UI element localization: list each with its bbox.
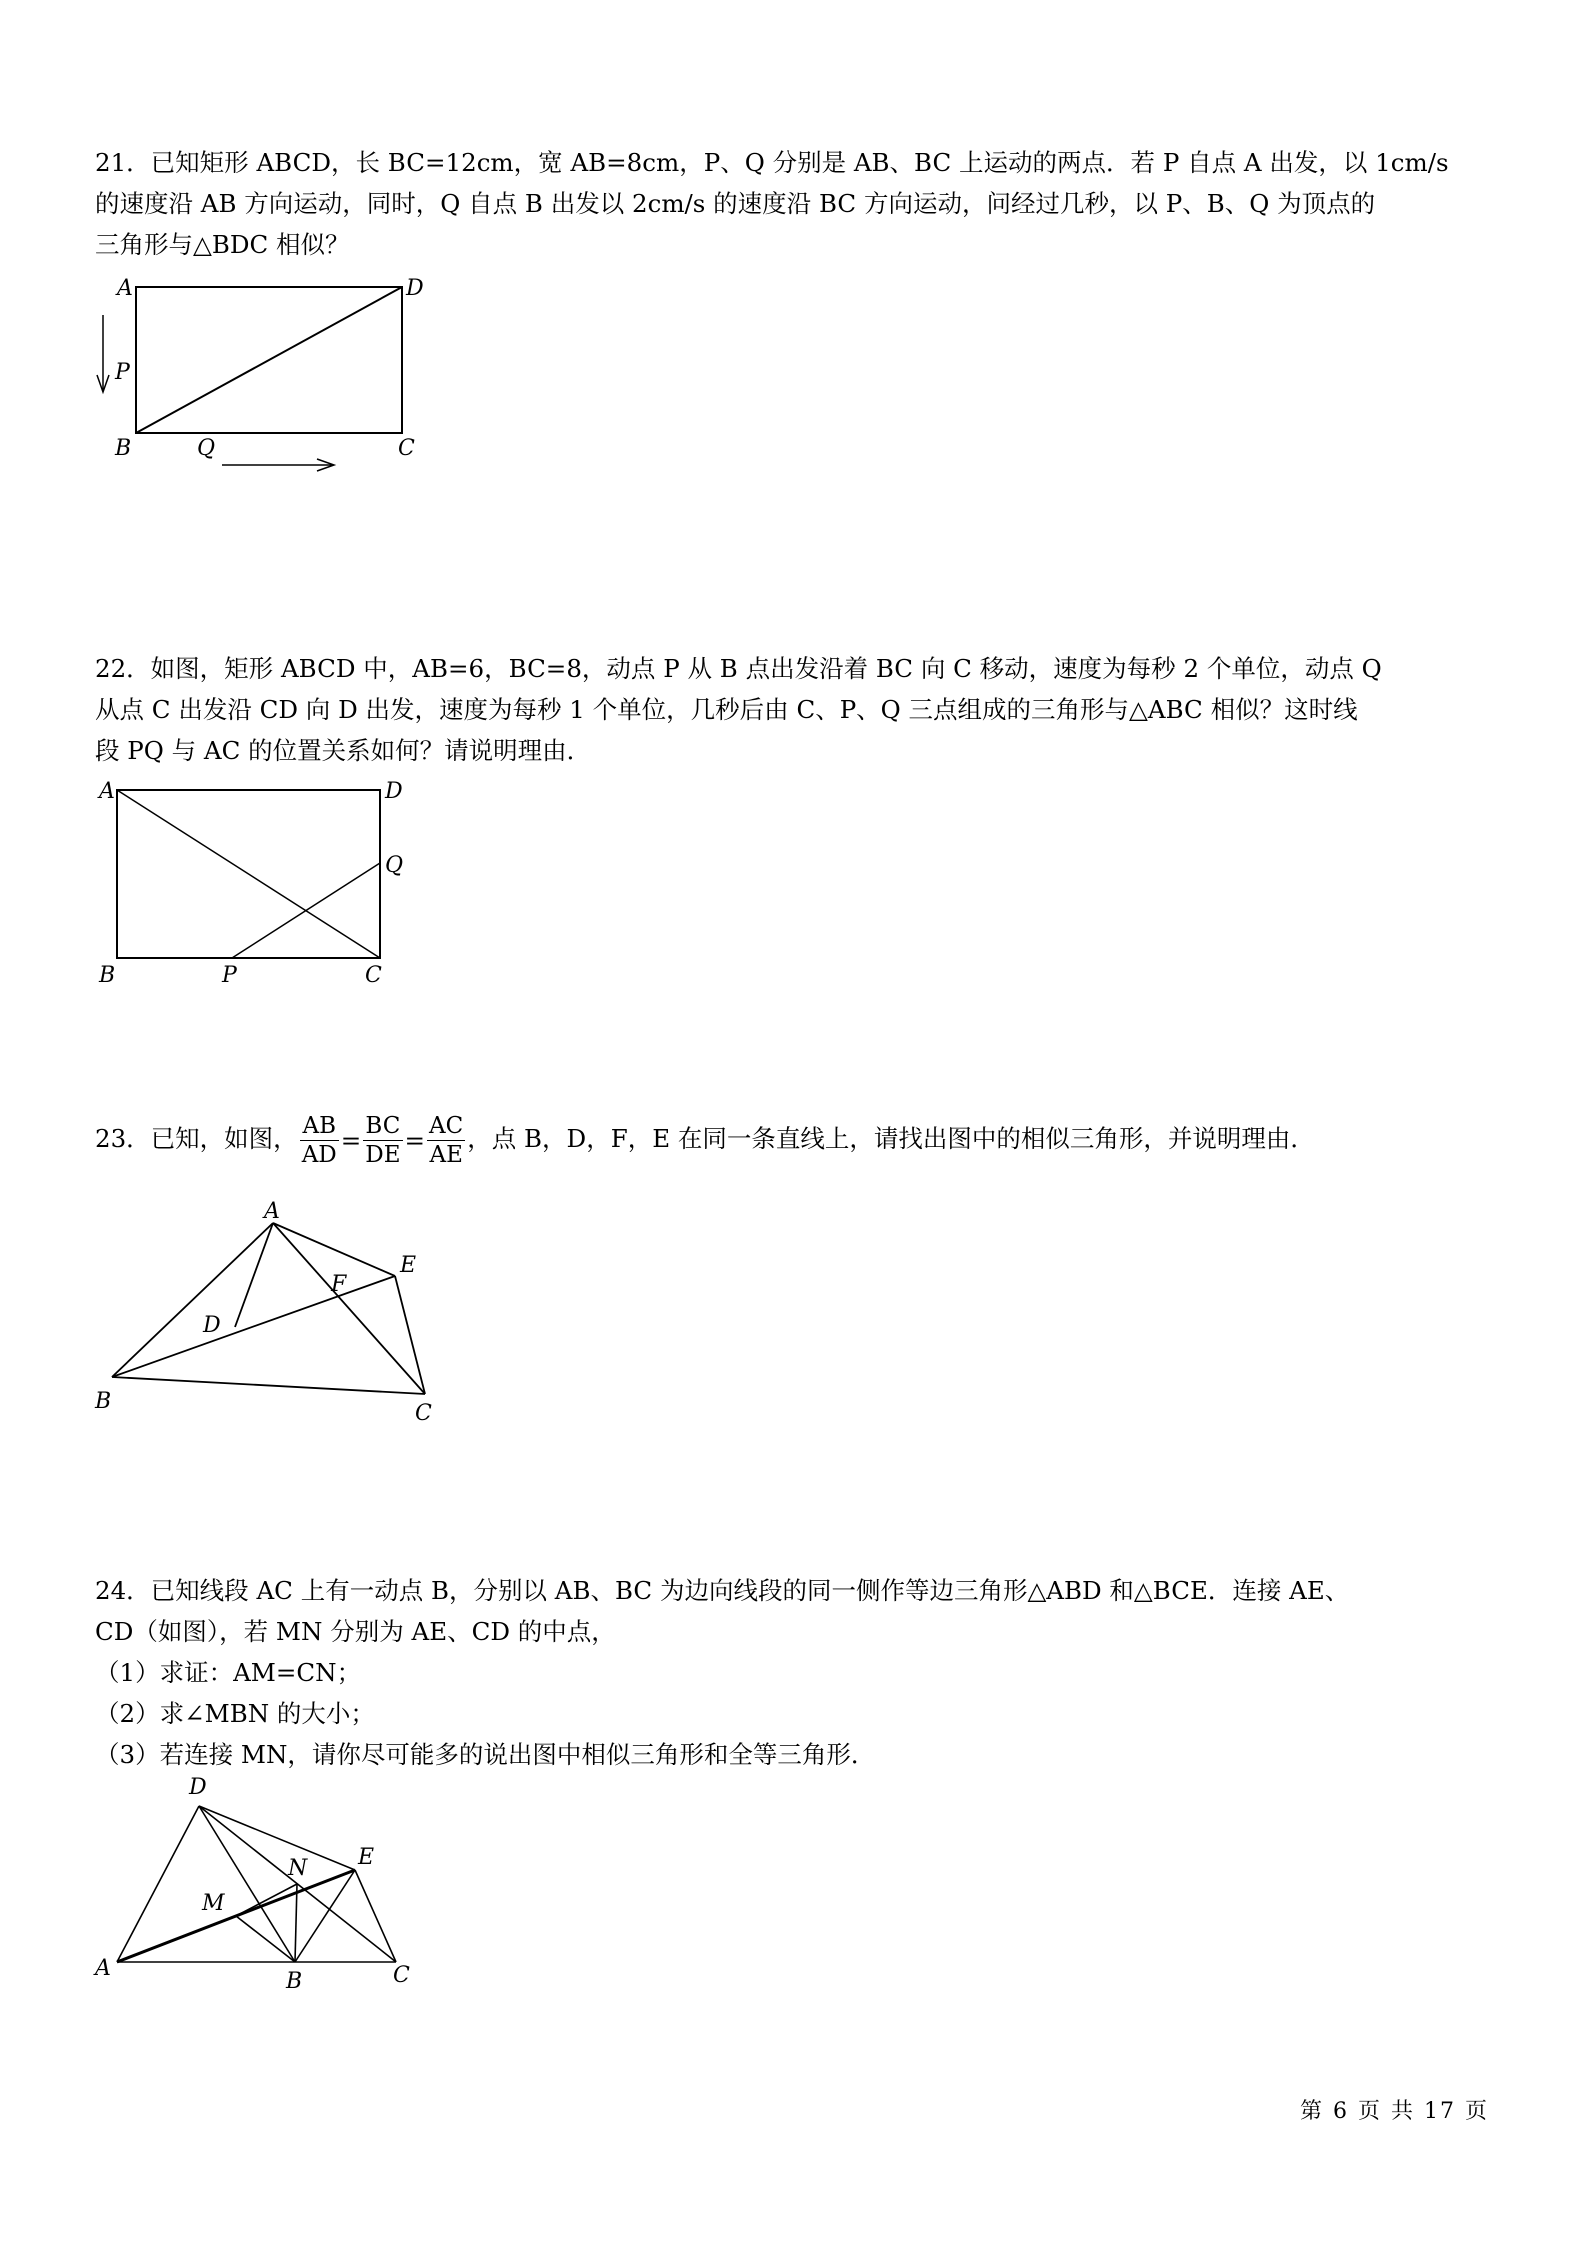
segment-bm <box>236 1916 295 1962</box>
problem-21-line-3: 三角形与△BDC 相似？ <box>95 230 350 259</box>
fraction-bc-de <box>363 1112 402 1169</box>
segment-ab <box>112 1223 273 1377</box>
label-d: D <box>203 1313 221 1338</box>
problem-23 <box>95 1112 1510 1169</box>
fraction-ab-ad <box>300 1112 339 1169</box>
label-b: B <box>99 963 116 988</box>
fraction-numerator: AB <box>300 1112 339 1141</box>
label-d: D <box>406 276 424 301</box>
label-d: D <box>385 779 403 804</box>
figure-22 <box>85 772 445 992</box>
problem-22-line-1: 22．如图，矩形 ABCD 中，AB=6，BC=8，动点 P 从 B 点出发沿着 BC 向 C 移动，速度为每秒 2 个单位，动点 Q <box>95 654 1382 683</box>
equals-sign: = <box>404 1126 426 1155</box>
diagonal-ac <box>117 790 380 958</box>
problem-24-line-5: （3）若连接 MN，请你尽可能多的说出图中相似三角形和全等三角形． <box>95 1740 876 1769</box>
problem-24-line-3: （1）求证：AM=CN； <box>95 1658 362 1687</box>
fraction-numerator: BC <box>363 1112 402 1141</box>
label-a: A <box>117 276 133 301</box>
label-b: B <box>286 1969 303 1994</box>
fraction-numerator: AC <box>429 1113 464 1139</box>
label-a: A <box>99 779 115 804</box>
label-c: C <box>365 963 382 988</box>
label-p: P <box>222 963 237 988</box>
label-q: Q <box>385 853 404 878</box>
segment-db <box>199 1806 295 1962</box>
segment-ac <box>273 1223 425 1394</box>
figure-24 <box>85 1770 445 2000</box>
equals-sign: = <box>340 1126 362 1155</box>
problem-21-line-2: 的速度沿 AB 方向运动，同时，Q 自点 B 出发以 2cm/s 的速度沿 BC 方向运动，问经过几秒，以 P、B、Q 为顶点的 <box>95 189 1376 218</box>
label-a: A <box>95 1956 111 1981</box>
problem-21-line-1: 21．已知矩形 ABCD，长 BC=12cm，宽 AB=8cm，P、Q 分别是 AB、BC 上运动的两点．若 P 自点 A 出发，以 1cm/s <box>95 148 1449 177</box>
label-c: C <box>415 1401 432 1426</box>
label-b: B <box>95 1389 112 1414</box>
problem-24 <box>95 1570 1510 1775</box>
segment-ad <box>235 1223 273 1327</box>
fraction-denominator: DE <box>365 1142 401 1168</box>
segment-be <box>112 1276 395 1377</box>
problem-24-line-2: CD（如图），若 MN 分别为 AE、CD 的中点， <box>95 1617 616 1646</box>
problem-23-line <box>95 1112 1510 1169</box>
figure-21 <box>85 265 445 485</box>
segment-bn <box>295 1884 297 1962</box>
segment-ec <box>355 1870 396 1962</box>
label-b: B <box>115 436 132 461</box>
problem-24-line-4: （2）求∠MBN 的大小； <box>95 1699 375 1728</box>
label-a: A <box>264 1200 280 1224</box>
fraction-denominator: AE <box>429 1142 463 1168</box>
fraction-ac-ae <box>427 1112 465 1169</box>
segment-ae <box>273 1223 395 1276</box>
label-n: N <box>288 1856 308 1881</box>
label-e: E <box>358 1845 375 1870</box>
label-f: F <box>331 1272 347 1297</box>
segment-mn <box>236 1884 297 1916</box>
label-p: P <box>115 360 130 385</box>
label-c: C <box>393 1963 410 1988</box>
segment-bc <box>112 1377 425 1394</box>
segment-ad <box>117 1806 199 1962</box>
problem-22-line-3: 段 PQ 与 AC 的位置关系如何？请说明理由． <box>95 736 592 765</box>
problem-21 <box>95 142 1510 265</box>
diagonal-bd <box>136 287 402 433</box>
label-e: E <box>400 1253 417 1278</box>
figure-23 <box>85 1200 485 1440</box>
label-c: C <box>398 436 415 461</box>
problem-23-prefix: 23．已知，如图， <box>95 1124 298 1153</box>
fraction-denominator: AD <box>301 1142 337 1168</box>
segment-dc <box>199 1806 396 1962</box>
problem-22-line-2: 从点 C 出发沿 CD 向 D 出发，速度为每秒 1 个单位，几秒后由 C、P、Q 三点组成的三角形与△ABC 相似？这时线 <box>95 695 1358 724</box>
segment-be <box>295 1870 355 1962</box>
segment-de <box>199 1806 355 1870</box>
label-m: M <box>202 1891 225 1916</box>
label-q: Q <box>197 436 216 461</box>
label-d: D <box>189 1775 207 1800</box>
problem-23-suffix: ，点 B，D，F，E 在同一条直线上，请找出图中的相似三角形，并说明理由． <box>467 1124 1315 1153</box>
problem-22 <box>95 648 1510 771</box>
problem-24-line-1: 24．已知线段 AC 上有一动点 B，分别以 AB、BC 为边向线段的同一侧作等边三角形△ABD 和△BCE．连接 AE、 <box>95 1576 1350 1605</box>
page-number: 第 6 页 共 17 页 <box>1300 2099 1489 2124</box>
